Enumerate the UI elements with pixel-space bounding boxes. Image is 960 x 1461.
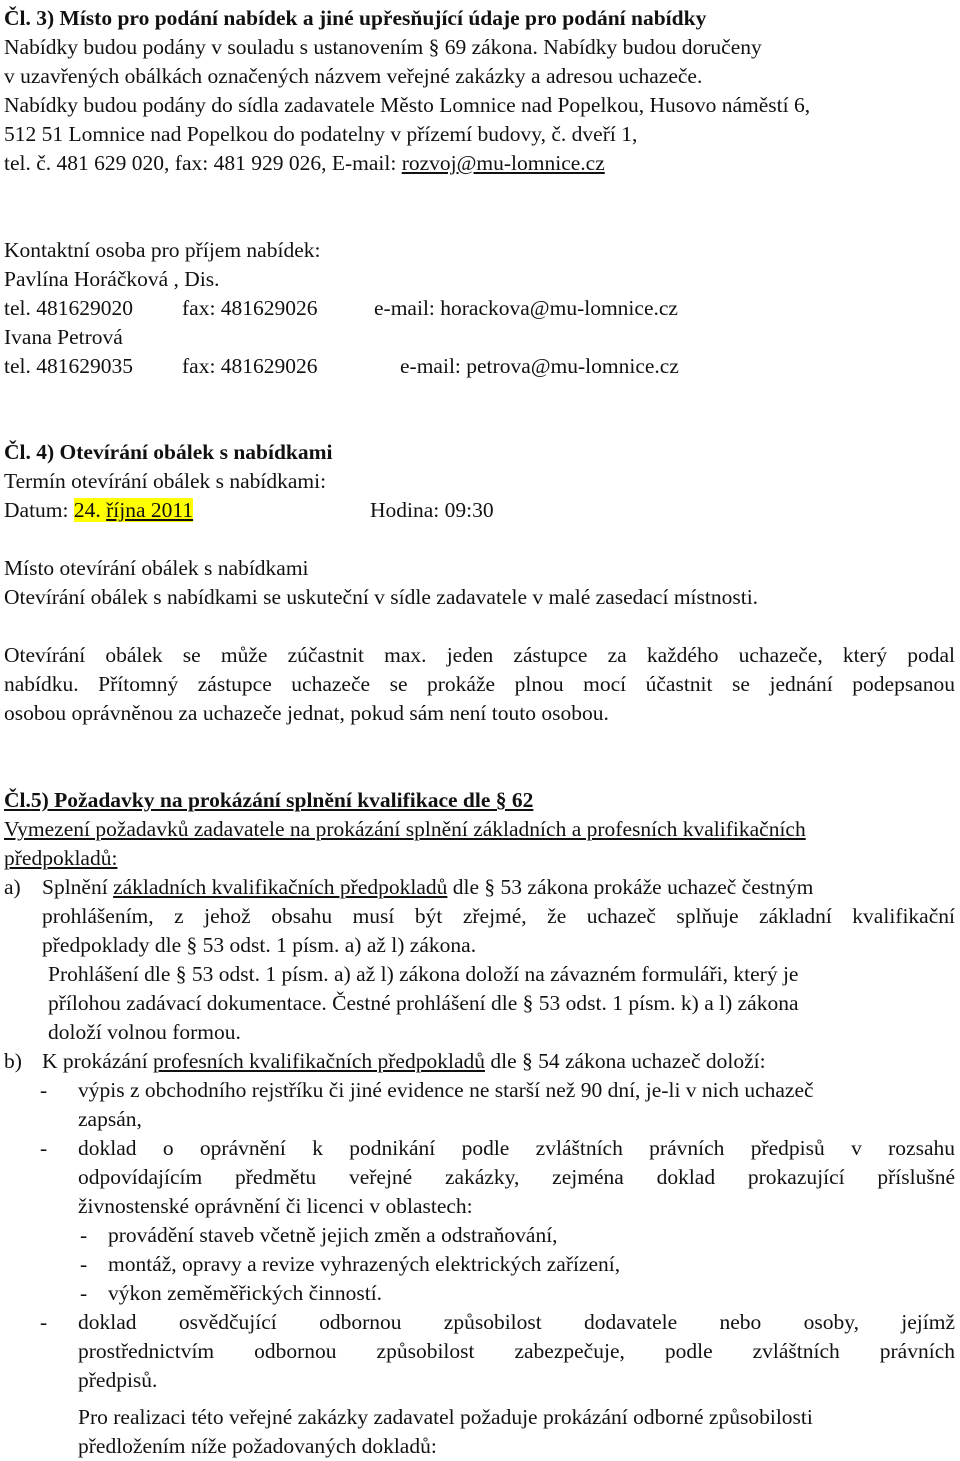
item-a-line: doloží volnou formou.	[48, 1020, 241, 1044]
date-month-year	[101, 498, 193, 522]
final-paragraph-line: Pro realizaci této veřejné zakázky zadavatel požaduje prokázání odborné způsobilosti	[78, 1405, 813, 1429]
dash-marker: -	[40, 1136, 48, 1160]
opening-term-label: Termín otevírání obálek s nabídkami:	[4, 469, 327, 493]
contact-fax: fax: 481629026	[182, 354, 318, 378]
attendance-line: Otevírání obálek se může zúčastnit max. jeden zástupce za každého uchazeče, který podal	[4, 643, 955, 667]
item-a-line: Prohlášení dle § 53 odst. 1 písm. a) až l) zákona doloží na závazném formuláři, který je	[48, 962, 799, 986]
attendance-line: osobou oprávněnou za uchazeče jednat, pokud sám není touto osobou.	[4, 701, 609, 725]
article-3-contact-line	[4, 149, 605, 178]
article-3-line: Nabídky budou podány do sídla zadavatele Město Lomnice nad Popelkou, Husovo náměstí 6,	[4, 93, 811, 117]
opening-place-title: Místo otevírání obálek s nabídkami	[4, 556, 309, 580]
item-a-line: přílohou zadávací dokumentace. Čestné prohlášení dle § 53 odst. 1 písm. k) a l) zákona	[48, 991, 799, 1015]
article-3-heading: Čl. 3) Místo pro podání nabídek a jiné upřesňující údaje pro podání nabídky	[4, 6, 707, 30]
sub-dash-marker: -	[80, 1252, 88, 1276]
date-month-year-text: října 2011	[106, 498, 194, 522]
article-5-heading	[4, 786, 533, 815]
sub-dash-marker: -	[80, 1281, 88, 1305]
item-a-line: prohlášením, z jehož obsahu musí být zřejmé, že uchazeč splňuje základní kvalifikační	[42, 904, 955, 928]
contact-fax: fax: 481629026	[182, 296, 318, 320]
opening-date-line	[4, 496, 494, 525]
item-b-text: K prokázání	[42, 1049, 154, 1073]
contact-tel: tel. 481629035	[4, 354, 133, 378]
item-a-marker: a)	[4, 875, 21, 899]
contact-tel: tel. 481629020	[4, 296, 133, 320]
dash-marker: -	[40, 1310, 48, 1334]
dash-marker: -	[40, 1078, 48, 1102]
contact-email: e-mail: horackova@mu-lomnice.cz	[374, 296, 678, 320]
item-a-line: předpoklady dle § 53 odst. 1 písm. a) až l) zákona.	[42, 933, 477, 957]
item-a-text: dle § 53 zákona prokáže uchazeč čestným	[447, 875, 814, 899]
item-a-text: Splnění	[42, 875, 114, 899]
article-5-heading-prefix: Čl.	[4, 788, 31, 812]
item-b-underlined: profesních kvalifikačních předpokladů	[153, 1049, 485, 1073]
item-a-underlined: základních kvalifikačních předpokladů	[113, 875, 448, 899]
opening-place-text: Otevírání obálek s nabídkami se uskuteční v sídle zadavatele v malé zasedací místnosti.	[4, 585, 759, 609]
opening-hour: Hodina: 09:30	[370, 498, 494, 522]
date-day: 24.	[73, 498, 101, 522]
dash-item-line: předpisů.	[78, 1368, 158, 1392]
sub-item: montáž, opravy a revize vyhrazených elektrických zařízení,	[108, 1252, 621, 1276]
contacts-title: Kontaktní osoba pro příjem nabídek:	[4, 238, 321, 262]
article-3-line: v uzavřených obálkách označených názvem veřejné zakázky a adresou uchazeče.	[4, 64, 703, 88]
contact-person-details	[4, 294, 678, 323]
dash-item-line: odpovídajícím předmětu veřejné zakázky, zejména doklad prokazující příslušné	[78, 1165, 955, 1189]
dash-item-line: živnostenské oprávnění či licenci v oblastech:	[78, 1194, 473, 1218]
article-4-heading: Čl. 4) Otevírání obálek s nabídkami	[4, 440, 333, 464]
article-3-line: Nabídky budou podány v souladu s ustanovením § 69 zákona. Nabídky budou doručeny	[4, 35, 762, 59]
sub-item: výkon zeměměřických činností.	[108, 1281, 383, 1305]
qualification-subheading: předpokladů:	[4, 846, 118, 870]
sub-item: provádění staveb včetně jejich změn a odstraňování,	[108, 1223, 558, 1247]
item-a-line	[42, 873, 813, 902]
item-b-marker: b)	[4, 1049, 22, 1073]
contact-text: tel. č. 481 629 020, fax: 481 929 026, E-mail:	[4, 151, 402, 175]
article-3-line: 512 51 Lomnice nad Popelkou do podatelny v přízemí budovy, č. dveří 1,	[4, 122, 638, 146]
item-b-text: dle § 54 zákona uchazeč doloží:	[485, 1049, 766, 1073]
contact-email: e-mail: petrova@mu-lomnice.cz	[400, 354, 679, 378]
qualification-subheading: Vymezení požadavků zadavatele na prokázání splnění základních a profesních kvalifikačních	[4, 817, 806, 841]
final-paragraph-line: předložením níže požadovaných dokladů:	[78, 1434, 437, 1458]
attendance-line: nabídku. Přítomný zástupce uchazeče se prokáže plnou mocí účastnit se jednání podepsanou	[4, 672, 955, 696]
dash-item-line: výpis z obchodního rejstříku či jiné evidence ne starší než 90 dní, je-li v nich uchazeč	[78, 1078, 814, 1102]
dash-item-line: zapsán,	[78, 1107, 142, 1131]
article-5-heading-text: 5) Požadavky na prokázání splnění kvalifikace dle § 62	[30, 788, 534, 812]
date-label: Datum:	[4, 498, 74, 522]
contact-person-name: Ivana Petrová	[4, 325, 123, 349]
sub-dash-marker: -	[80, 1223, 88, 1247]
item-b-line	[42, 1047, 766, 1076]
contact-person-name: Pavlína Horáčková , Dis.	[4, 267, 220, 291]
dash-item-line: doklad osvědčující odbornou způsobilost dodavatele nebo osoby, jejímž	[78, 1310, 955, 1334]
email-link[interactable]: rozvoj@mu-lomnice.cz	[401, 151, 605, 175]
contact-person-details	[4, 352, 679, 381]
dash-item-line: prostřednictvím odbornou způsobilost zabezpečuje, podle zvláštních právních	[78, 1339, 955, 1363]
dash-item-line: doklad o oprávnění k podnikání podle zvláštních právních předpisů v rozsahu	[78, 1136, 955, 1160]
